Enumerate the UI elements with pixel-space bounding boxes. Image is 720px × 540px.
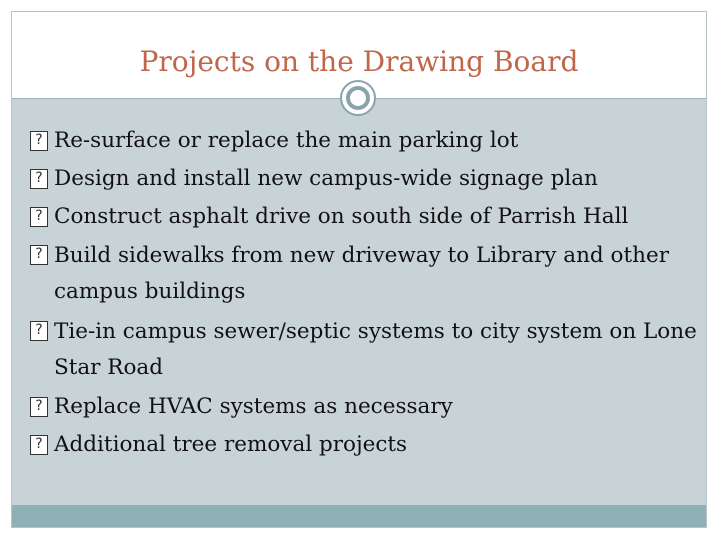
slide-title: Projects on the Drawing Board [139,45,579,78]
list-item [30,428,700,462]
list-item [30,238,700,310]
missing-glyph-icon: ? [30,131,48,151]
bullet-text: Construct asphalt drive on south side of Parrish Hall [54,204,629,229]
bullet-text: Additional tree removal projects [54,432,408,457]
footer-bar [12,505,706,527]
missing-glyph-icon: ? [30,207,48,227]
list-item [30,390,700,424]
missing-glyph-icon: ? [30,397,48,417]
list-item [30,200,700,234]
list-item [30,124,700,158]
circle-ornament-inner [346,86,370,110]
missing-glyph-icon: ? [30,435,48,455]
list-item [30,314,700,386]
bullet-text: Build sidewalks from new driveway to Library and other campus buildings [54,243,669,304]
bullet-text: Tie-in campus sewer/septic systems to city system on Lone Star Road [54,319,697,380]
missing-glyph-icon: ? [30,245,48,265]
missing-glyph-icon: ? [30,169,48,189]
bullet-text: Re-surface or replace the main parking lot [54,128,519,153]
circle-ornament-icon [340,80,376,116]
bullet-text: Design and install new campus-wide signage plan [54,166,598,191]
bullet-list [30,124,700,466]
bullet-text: Replace HVAC systems as necessary [54,394,453,419]
missing-glyph-icon: ? [30,321,48,341]
list-item [30,162,700,196]
